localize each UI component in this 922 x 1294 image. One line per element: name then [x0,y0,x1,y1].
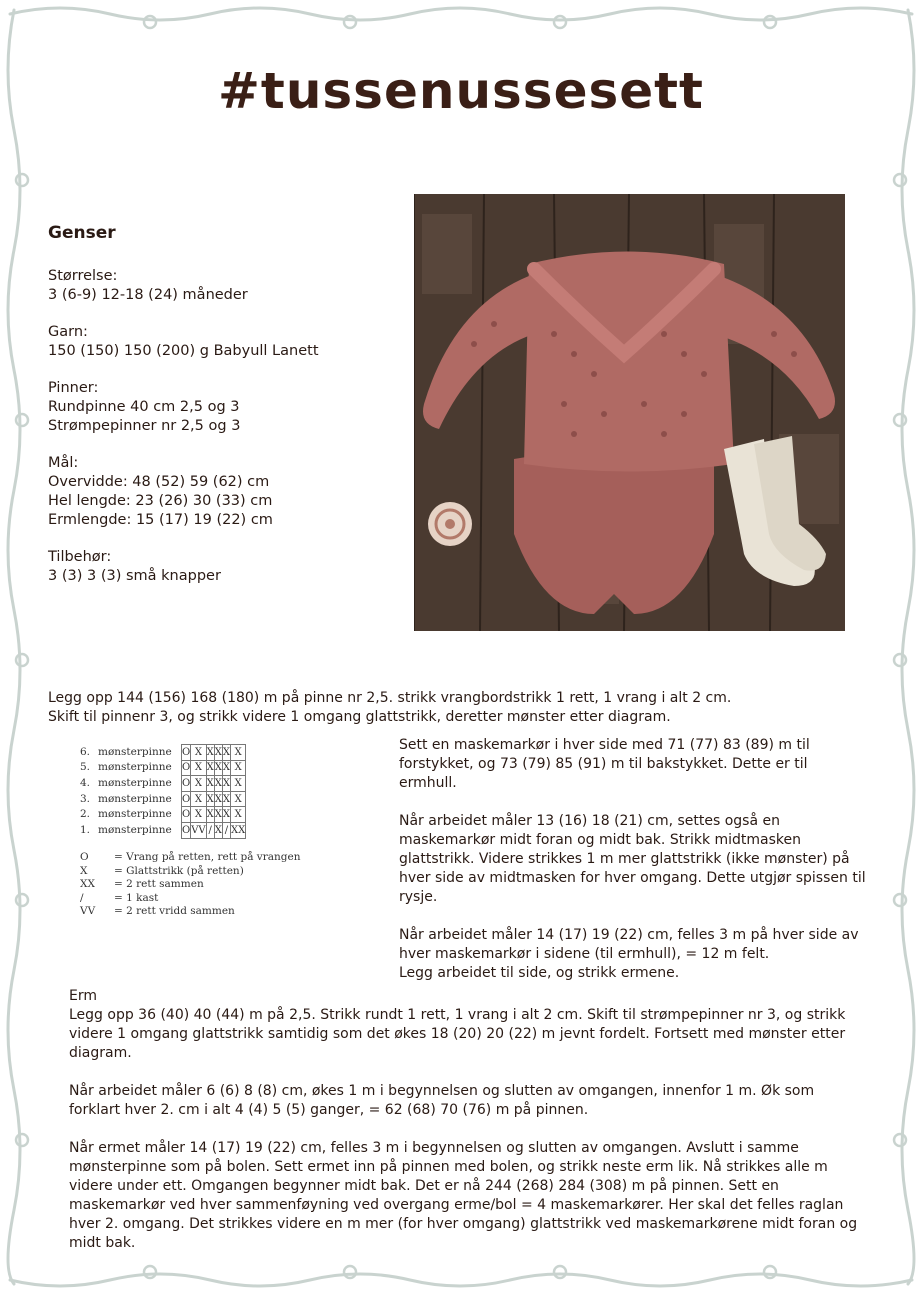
legend-item: X = Glattstrikk (på retten) [80,864,244,877]
grid-row: O X X X X X [182,776,246,792]
diagram-row-label: 4. mønsterpinne [80,776,172,789]
body-instructions [399,736,869,1002]
intro-text [48,689,868,727]
knitted-set-photo [414,194,845,631]
grid-row: O X X X X X [182,745,246,761]
spec-value: Strømpepinner nr 2,5 og 3 [48,418,241,434]
diagram-row-label: 6. mønsterpinne [80,745,172,758]
paragraph: Når arbeidet måler 13 (16) 18 (21) cm, settes også en maskemarkør midt foran og midt bak. Strikk midtmasken glattstrikk. Videre strikkes 1 m mer glattstrikk (ikke mønster) på hver side av midtmasken for hver omgang. Dette utgjør spissen til rysje. [399,813,866,905]
diagram-row-label: 3. mønsterpinne [80,792,172,805]
diagram-grid [181,744,246,839]
spec-size [48,267,388,305]
spec-needles [48,379,388,436]
spec-measurements [48,454,388,530]
page-title: #tussenussesett [218,62,704,120]
spec-value: 3 (3) 3 (3) små knapper [48,568,221,584]
spec-value: 3 (6-9) 12-18 (24) måneder [48,287,248,303]
intro-line: Skift til pinnenr 3, og strikk videre 1 omgang glattstrikk, deretter mønster etter diagram. [48,709,671,725]
section-heading: Erm [69,988,97,1004]
spec-label: Tilbehør: [48,549,112,565]
paragraph: Sett en maskemarkør i hver side med 71 (77) 83 (89) m til forstykket, og 73 (79) 85 (91) m til bakstykket. Dette er til ermhull. [399,737,810,791]
legend-item: / = 1 kast [80,891,159,904]
paragraph: Når ermet måler 14 (17) 19 (22) cm, felles 3 m i begynnelsen og slutten av omgangen. Avslutt i samme mønsterpinne som på bolen. Sett ermet inn på pinnen med bolen, og strikk neste erm lik. Nå strikkes alle m videre under ett. Omgangen begynner midt bak. Det er nå 244 (268) 284 (308) m på pinnen. Sett en maskemarkør ved hver sammenføyning ved overgang erme/bol = 4 maskemarkører. Her skal det felles raglan hver 2. omgang. Det strikkes videre en m mer (for hver omgang) glattstrikk ved maskemarkørene midt foran og midt bak. [69,1140,858,1251]
sleeve-section [69,987,869,1272]
specs-panel [48,224,388,604]
legend-item: O = Vrang på retten, rett på vrangen [80,851,301,863]
spec-label: Pinner: [48,380,99,396]
spec-label: Størrelse: [48,268,118,284]
spec-value: Rundpinne 40 cm 2,5 og 3 [48,399,240,415]
diagram-legend [80,851,300,919]
legend-item: VV = 2 rett vridd sammen [80,905,235,917]
diagram-row-label: 1. mønsterpinne [80,823,172,836]
grid-row: O X X X X X [182,760,246,776]
paragraph: Legg opp 36 (40) 40 (44) m på 2,5. Strikk rundt 1 rett, 1 vrang i alt 2 cm. Skift til strømpepinner nr 3, og strikk videre 1 omgang glattstrikk samtidig som det økes 18 (20) 20 (22) m jevnt fordelt. Fortsett med mønster etter diagram. [69,1007,846,1061]
spec-label: Garn: [48,324,88,340]
spec-value: 150 (150) 150 (200) g Babyull Lanett [48,343,319,359]
specs-heading: Genser [48,223,116,243]
diagram-row-label: 2. mønsterpinne [80,808,172,821]
pattern-diagram [80,744,246,838]
spec-label: Mål: [48,455,79,471]
intro-line: Legg opp 144 (156) 168 (180) m på pinne nr 2,5. strikk vrangbordstrikk 1 rett, 1 vrang i alt 2 cm. [48,690,732,706]
diagram-row-label: 5. mønsterpinne [80,761,172,774]
spec-value: Ermlengde: 15 (17) 19 (22) cm [48,512,273,528]
paragraph: Legg arbeidet til side, og strikk ermene. [399,965,680,981]
legend-item: XX = 2 rett sammen [80,878,204,890]
spec-value: Overvidde: 48 (52) 59 (62) cm [48,474,270,490]
grid-row: O X X X X X [182,807,246,823]
grid-row: O VV / X / XX [182,822,246,838]
spec-value: Hel lengde: 23 (26) 30 (33) cm [48,493,273,509]
spec-yarn [48,323,388,361]
spec-accessories [48,548,388,586]
grid-row: O X X X X X [182,791,246,807]
paragraph: Når arbeidet måler 6 (6) 8 (8) cm, økes 1 m i begynnelsen og slutten av omgangen, innenfor 1 m. Øk som forklart hver 2. cm i alt 4 (4) 5 (5) ganger, = 62 (68) 70 (76) m på pinnen. [69,1083,815,1118]
paragraph: Når arbeidet måler 14 (17) 19 (22) cm, felles 3 m på hver side av hver maskemarkør i sidene (til ermhull), = 12 m felt. [399,927,859,962]
